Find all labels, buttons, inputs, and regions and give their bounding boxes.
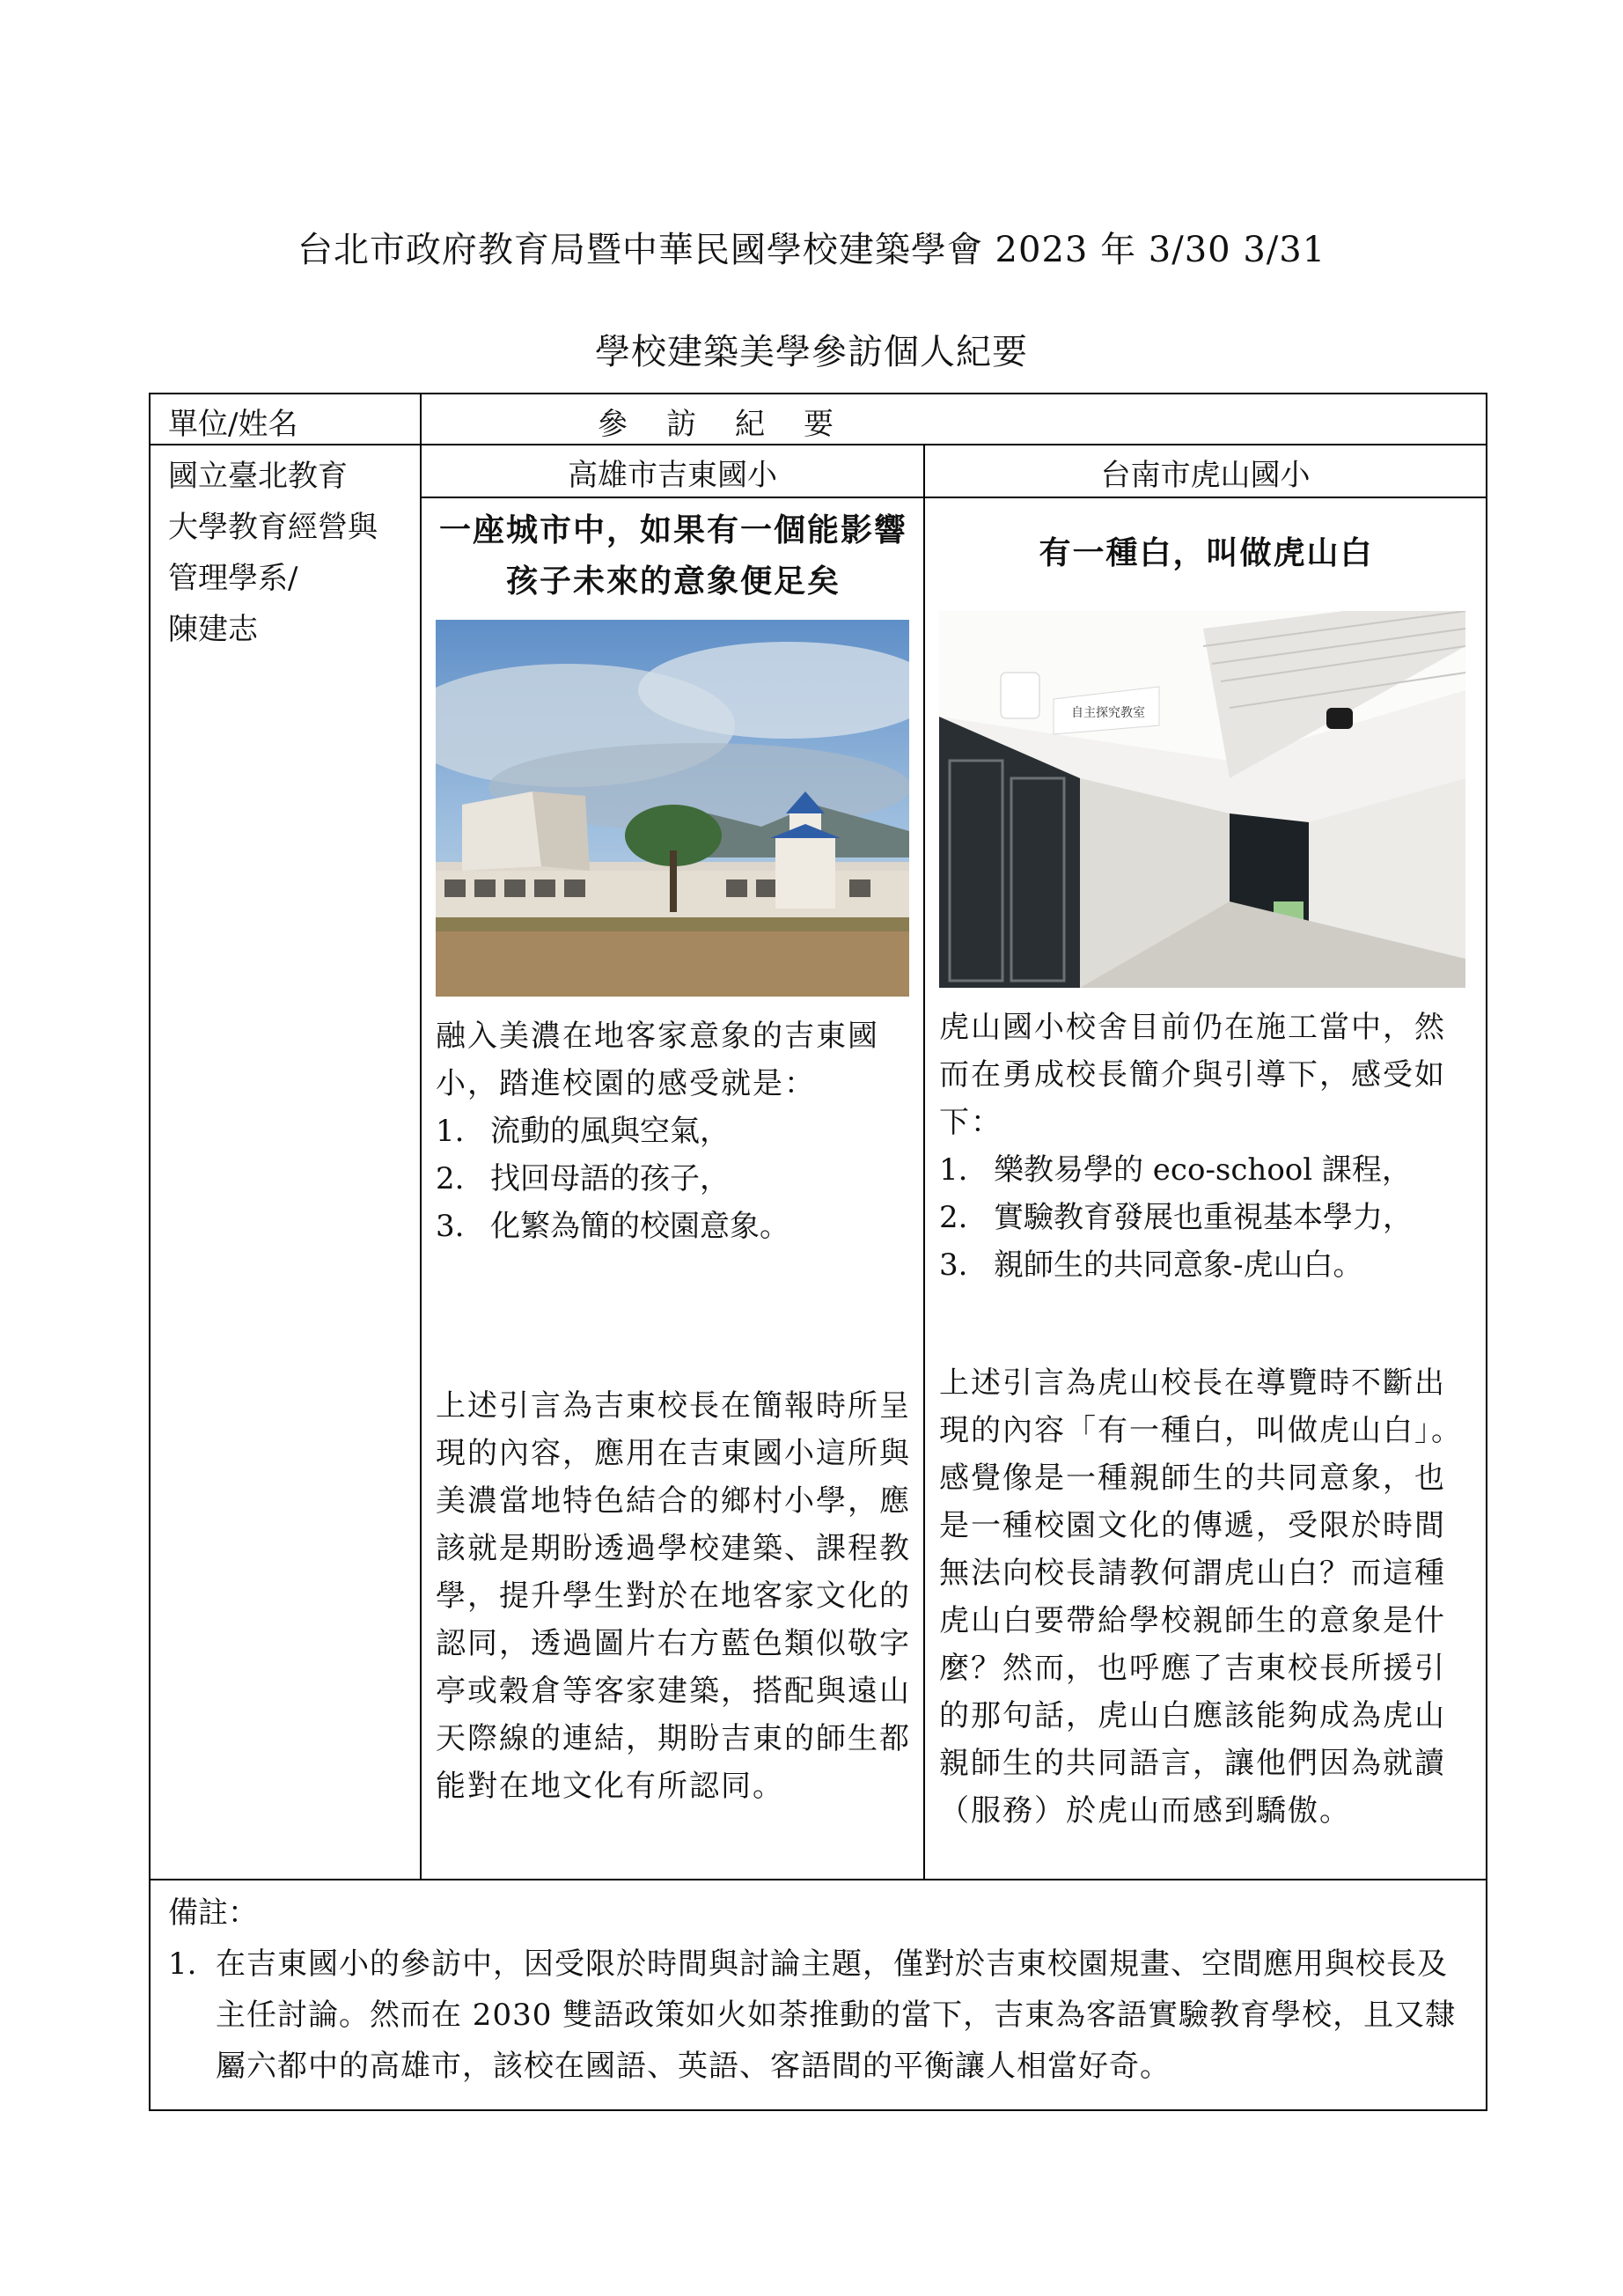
document-subtitle: 學校建築美學參訪個人紀要	[595, 332, 1028, 372]
list-number: 3.	[436, 1209, 465, 1244]
list-number: 1.	[939, 1152, 968, 1188]
list-text: 流動的風與空氣，	[490, 1114, 730, 1149]
jidong-impression-list	[436, 1108, 911, 1250]
hushan-reflection: 上述引言為虎山校長在導覽時不斷出現的內容「有一種白，叫做虎山白」。感覺像是一種親師生的共同意象，也是一種校園文化的傳遞，受限於時間無法向校長請教何謂虎山白？而這種虎山白要帶給學校親師生的意象是什麼？然而，也呼應了吉東校長所援引的那句話，虎山白應該能夠成為虎山親師生的共同語言，讓他們因為就讀（服務）於虎山而感到驕傲。	[939, 1365, 1463, 1829]
jidong-reflection: 上述引言為吉東校長在簡報時所呈現的內容，應用在吉東國小這所與美濃當地特色結合的鄉村小學，應該就是期盼透過學校建築、課程教學，提升學生對於在地客家文化的認同，透過圖片右方藍色類似敬字亭或穀倉等客家建築，搭配與遠山天際線的連結，期盼吉東的師生都能對在地文化有所認同。	[436, 1388, 911, 1804]
jidong-heading-line: 一座城市中，如果有一個能影響	[438, 512, 907, 548]
list-item	[436, 1155, 911, 1203]
list-text: 化繁為簡的校園意象。	[490, 1209, 789, 1244]
hushan-corridor-photo	[939, 611, 1465, 988]
notes-cell	[150, 1880, 1487, 2110]
list-text: 實驗教育發展也重視基本學力，	[994, 1200, 1413, 1235]
notes-label: 備註：	[168, 1895, 258, 1931]
list-item	[939, 1146, 1473, 1194]
list-item	[939, 1241, 1473, 1289]
header-unit-name: 單位/姓名	[150, 394, 421, 445]
jidong-heading	[436, 505, 911, 607]
hushan-impression-list	[939, 1146, 1473, 1289]
unit-line: 國立臺北教育	[168, 459, 348, 494]
school-name-jidong: 高雄市吉東國小	[421, 445, 924, 497]
hushan-heading-line: 有一種白，叫做虎山白	[1039, 535, 1374, 571]
list-number: 2.	[436, 1161, 465, 1196]
unit-line: 大學教育經營與	[168, 510, 378, 545]
list-number: 2.	[939, 1200, 968, 1235]
jidong-intro: 融入美濃在地客家意象的吉東國小，踏進校園的感受就是：	[436, 1019, 879, 1101]
jidong-school-photo	[436, 620, 909, 997]
list-text: 親師生的共同意象-虎山白。	[994, 1247, 1363, 1283]
header-visit-summary: 參訪紀要	[421, 394, 1487, 445]
school-name-hushan: 台南市虎山國小	[924, 445, 1487, 497]
note-item	[168, 1939, 1468, 2092]
jidong-column	[421, 497, 924, 1880]
list-item	[436, 1108, 911, 1155]
unit-line: 管理學系/	[168, 561, 298, 596]
jidong-heading-line: 孩子未來的意象便足矣	[505, 563, 841, 600]
document-title: 台北市政府教育局暨中華民國學校建築學會 2023 年 3/30 3/31	[297, 230, 1326, 270]
author-name: 陳建志	[168, 612, 258, 647]
visit-summary-table	[149, 393, 1487, 2111]
table-header-row	[150, 394, 1487, 445]
hushan-column	[924, 497, 1487, 1880]
list-number: 1.	[436, 1114, 465, 1149]
unit-name-cell	[150, 445, 421, 1880]
list-text: 找回母語的孩子，	[490, 1161, 730, 1196]
classroom-sign-text: 自主探究教室	[1071, 706, 1145, 720]
list-item	[436, 1203, 911, 1250]
list-text: 樂教易學的 eco-school 課程，	[994, 1152, 1412, 1188]
note-number: 1.	[168, 1946, 197, 1982]
list-number: 3.	[939, 1247, 968, 1283]
list-item	[939, 1194, 1473, 1241]
note-text: 在吉東國小的參訪中，因受限於時間與討論主題，僅對於吉東校園規畫、空間應用與校長及主任討論。然而在 2030 雙語政策如火如荼推動的當下，吉東為客語實驗教育學校，且又隸屬六都中的高雄市，該校在國語、英語、客語間的平衡讓人相當好奇。	[216, 1946, 1457, 2084]
hushan-heading	[939, 505, 1473, 579]
hushan-intro: 虎山國小校舍目前仍在施工當中，然而在勇成校長簡介與引導下，感受如下：	[939, 1010, 1446, 1140]
